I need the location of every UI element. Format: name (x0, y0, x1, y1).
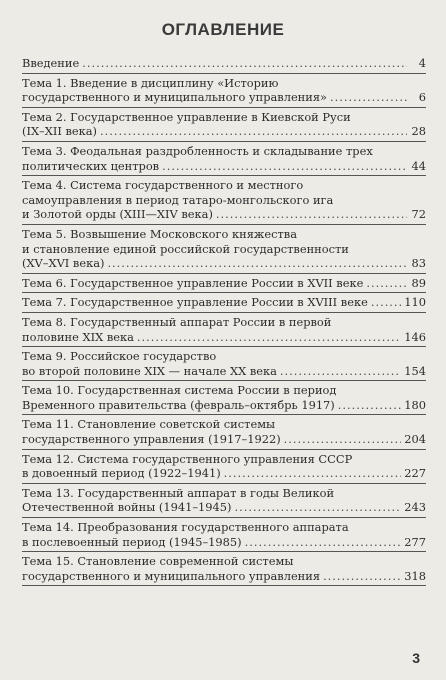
toc-page-number: 89 (411, 275, 426, 290)
toc-page-number: 83 (411, 256, 426, 271)
dot-leader (216, 207, 407, 222)
toc-entry-last-line (22, 364, 426, 379)
toc-entry-last-line (22, 500, 426, 515)
toc-entry-text: Тема 9. Российское государство (22, 349, 217, 364)
toc-entry-text: политических центров (22, 158, 160, 173)
toc-entry (22, 313, 426, 347)
toc-entry-text: Введение (22, 56, 80, 70)
toc-page-number: 318 (404, 568, 426, 583)
dot-leader (234, 500, 401, 515)
toc-entry-text: Тема 7. Государственное управление России в XVIII веке (22, 295, 368, 310)
toc-entry-text: Тема 15. Становление современной системы (22, 554, 294, 569)
toc-entry-text: Тема 3. Феодальная раздробленность и складывание трех (22, 143, 373, 158)
toc-entry-text: Тема 14. Преобразования государственного аппарата (22, 520, 349, 535)
toc-page-number: 146 (404, 329, 426, 344)
toc-page-number: 204 (404, 432, 426, 447)
dot-leader (100, 124, 407, 139)
toc-entry-last-line (22, 330, 426, 345)
toc-entry (22, 518, 426, 552)
table-of-contents (22, 54, 426, 586)
toc-entry-text: Тема 12. Система государственного управления СССР (22, 451, 353, 466)
toc-entry-line (22, 349, 426, 364)
toc-page-number: 44 (411, 158, 426, 173)
toc-entry-text: Отечественной войны (1941–1945) (22, 500, 232, 515)
toc-entry-text: Временного правительства (февраль–октябрь 1917) (22, 397, 335, 412)
toc-entry-last-line (22, 256, 426, 271)
toc-entry (22, 293, 426, 313)
toc-entry-text: государственного управления (1917–1922) (22, 432, 281, 447)
toc-page-number: 6 (418, 90, 426, 105)
toc-entry-line (22, 417, 426, 432)
toc-entry-text: Тема 1. Введение в дисциплину «Историю (22, 75, 279, 90)
toc-entry-last-line (22, 56, 426, 71)
toc-entry (22, 415, 426, 449)
dot-leader (366, 276, 407, 291)
toc-entry-last-line (22, 159, 426, 174)
toc-entry-text: Тема 4. Система государственного и местного (22, 178, 304, 193)
toc-entry (22, 381, 426, 415)
dot-leader (137, 330, 401, 345)
toc-entry (22, 450, 426, 484)
toc-page-number: 4 (418, 56, 426, 70)
toc-entry-line (22, 383, 426, 398)
toc-page-number: 227 (404, 466, 426, 481)
toc-entry-text: государственного и муниципального управления» (22, 90, 328, 105)
toc-entry-text: в довоенный период (1922–1941) (22, 466, 221, 481)
dot-leader (162, 159, 407, 174)
toc-entry-last-line (22, 569, 426, 584)
toc-entry-line (22, 110, 426, 125)
toc-entry (22, 176, 426, 225)
toc-entry (22, 484, 426, 518)
toc-entry-text: и Золотой орды (XIII—XIV века) (22, 207, 213, 222)
dot-leader (284, 432, 402, 447)
toc-entry-line (22, 193, 426, 208)
dot-leader (224, 466, 402, 481)
toc-entry-text: во второй половине XIX — начале XX века (22, 363, 277, 378)
toc-page-number: 180 (404, 397, 426, 412)
toc-entry-last-line (22, 432, 426, 447)
toc-entry-last-line (22, 398, 426, 413)
toc-page-number: 28 (411, 124, 426, 139)
toc-entry-line (22, 227, 426, 242)
toc-entry-text: Тема 8. Государственный аппарат России в первой (22, 314, 332, 329)
dot-leader (107, 256, 407, 271)
dot-leader (323, 569, 401, 584)
toc-entry-last-line (22, 276, 426, 291)
toc-entry (22, 108, 426, 142)
toc-entry-text: половине XIX века (22, 329, 134, 344)
toc-entry-line (22, 520, 426, 535)
toc-entry-text: Тема 5. Возвышение Московского княжества (22, 226, 297, 241)
toc-entry-text: и становление единой российской государственности (22, 241, 349, 256)
toc-entry-last-line (22, 295, 426, 310)
toc-entry-last-line (22, 90, 426, 105)
toc-page-number: 154 (404, 363, 426, 378)
dot-leader (338, 398, 401, 413)
toc-entry-text: (XV–XVI века) (22, 256, 105, 271)
dot-leader (371, 295, 401, 310)
dot-leader (245, 535, 402, 550)
toc-entry-text: Тема 10. Государственная система России в период (22, 383, 337, 398)
toc-entry-line (22, 178, 426, 193)
toc-page-number: 277 (404, 534, 426, 549)
dot-leader (82, 56, 407, 71)
toc-entry-line (22, 486, 426, 501)
dot-leader (330, 90, 407, 105)
toc-entry-text: Тема 6. Государственное управление России в XVII веке (22, 275, 364, 290)
toc-entry-text: государственного и муниципального управления (22, 568, 321, 583)
toc-entry-line (22, 452, 426, 467)
page-number: 3 (412, 650, 420, 666)
dot-leader (280, 364, 401, 379)
toc-entry-last-line (22, 535, 426, 550)
toc-entry-last-line (22, 124, 426, 139)
toc-entry-line (22, 315, 426, 330)
toc-entry (22, 347, 426, 381)
toc-page-number: 110 (404, 295, 426, 310)
toc-entry-line (22, 242, 426, 257)
toc-entry-text: Тема 2. Государственное управление в Киевской Руси (22, 109, 351, 124)
toc-entry-last-line (22, 207, 426, 222)
toc-entry-last-line (22, 466, 426, 481)
toc-entry-line (22, 76, 426, 91)
toc-entry (22, 74, 426, 108)
toc-entry (22, 274, 426, 294)
toc-entry-text: (IX–XII века) (22, 124, 97, 139)
toc-entry-line (22, 554, 426, 569)
toc-entry (22, 552, 426, 586)
toc-entry-line (22, 144, 426, 159)
toc-page-number: 72 (411, 207, 426, 222)
toc-entry (22, 54, 426, 74)
toc-entry (22, 225, 426, 274)
toc-entry (22, 142, 426, 176)
toc-page-number: 243 (404, 500, 426, 515)
page-title: ОГЛАВЛЕНИЕ (161, 20, 285, 39)
toc-entry-text: в послевоенный период (1945–1985) (22, 534, 242, 549)
toc-entry-text: Тема 13. Государственный аппарат в годы Великой (22, 485, 335, 500)
toc-entry-text: Тема 11. Становление советской системы (22, 417, 276, 432)
toc-entry-text: самоуправления в период татаро-монгольского ига (22, 192, 334, 207)
